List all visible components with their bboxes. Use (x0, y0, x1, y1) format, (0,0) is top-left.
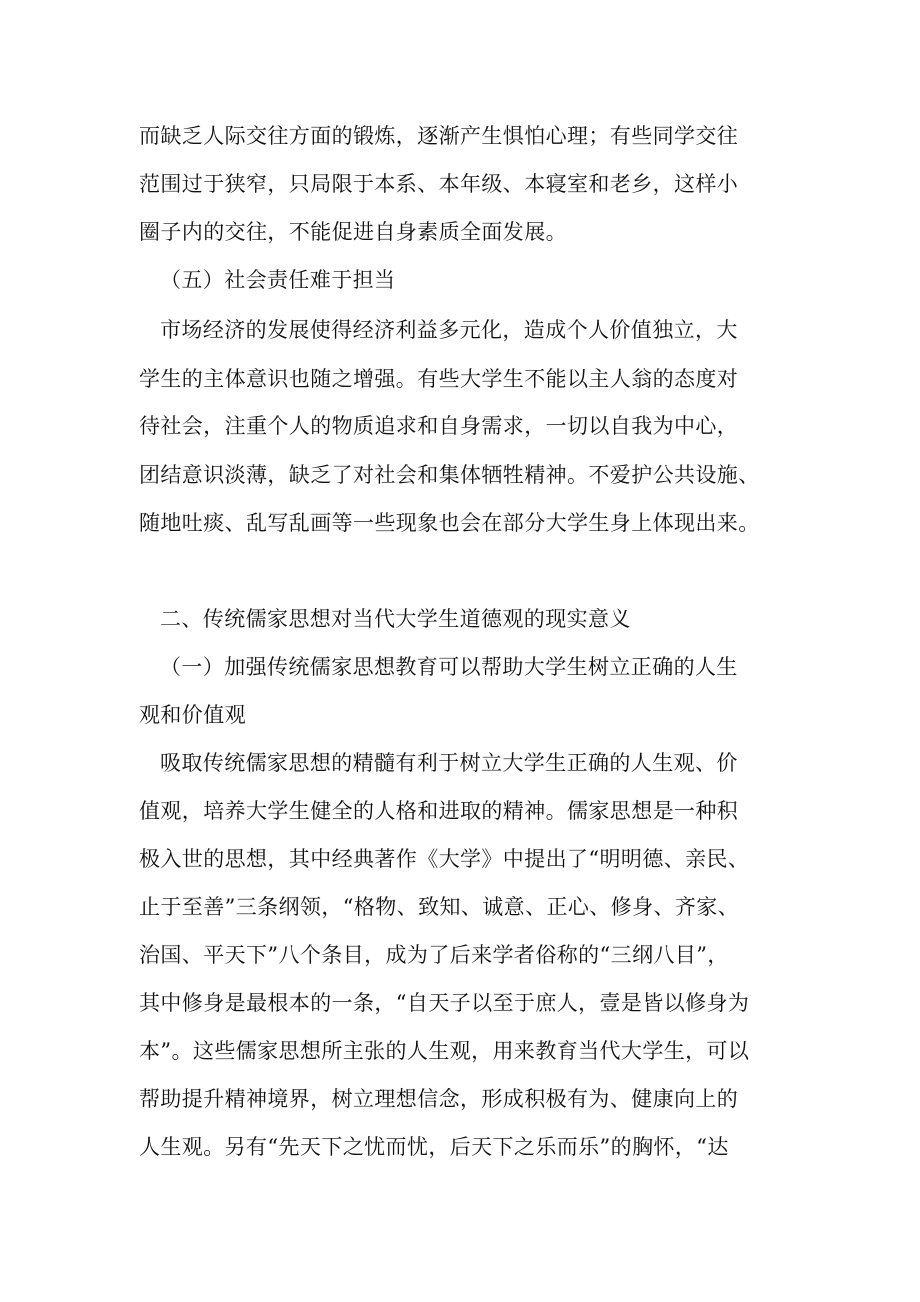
body-text-line: 学生的主体意识也随之增强。有些大学生不能以主人翁的态度对 (139, 367, 739, 391)
body-text-line: 止于至善”三条纲领，“格物、致知、诚意、正心、修身、齐家、 (139, 895, 740, 919)
body-text-line: 值观，培养大学生健全的人格和进取的精神。儒家思想是一种积 (139, 799, 739, 823)
body-text-line: 人生观。另有“先天下之忧而忧，后天下之乐而乐”的胸怀，“达 (139, 1135, 729, 1159)
body-text-line: 圈子内的交往，不能促进自身素质全面发展。 (139, 220, 567, 244)
body-text-line: 随地吐痰、乱写乱画等一些现象也会在部分大学生身上体现出来。 (139, 511, 760, 535)
body-text-line: 而缺乏人际交往方面的锻炼，逐渐产生惧怕心理；有些同学交往 (139, 124, 739, 148)
body-text-line: 本”。这些儒家思想所主张的人生观，用来教育当代大学生，可以 (139, 1039, 750, 1063)
body-text-line: 极入世的思想，其中经典著作《大学》中提出了“明明德、亲民、 (139, 847, 750, 871)
section-heading-continued: 观和价值观 (139, 703, 246, 727)
body-text-line: 治国、平天下”八个条目，成为了后来学者俗称的“三纲八目”， (139, 943, 729, 967)
body-text-line: 其中修身是最根本的一条，“自天子以至于庶人，壹是皆以修身为 (139, 991, 750, 1015)
section-heading: （一）加强传统儒家思想教育可以帮助大学生树立正确的人生 (160, 655, 738, 679)
section-heading: （五）社会责任难于担当 (160, 268, 396, 292)
body-text-line: 待社会，注重个人的物质追求和自身需求，一切以自我为中心， (139, 414, 739, 438)
body-text-line: 团结意识淡薄，缺乏了对社会和集体牺牲精神。不爱护公共设施、 (139, 463, 760, 487)
body-text-line: 市场经济的发展使得经济利益多元化，造成个人价值独立，大 (160, 318, 738, 342)
body-text-line: 范围过于狭窄，只局限于本系、本年级、本寝室和老乡，这样小 (139, 172, 739, 196)
body-text-line: 吸取传统儒家思想的精髓有利于树立大学生正确的人生观、价 (160, 751, 738, 775)
chapter-heading: 二、传统儒家思想对当代大学生道德观的现实意义 (160, 607, 631, 631)
body-text-line: 帮助提升精神境界，树立理想信念，形成积极有为、健康向上的 (139, 1087, 739, 1111)
